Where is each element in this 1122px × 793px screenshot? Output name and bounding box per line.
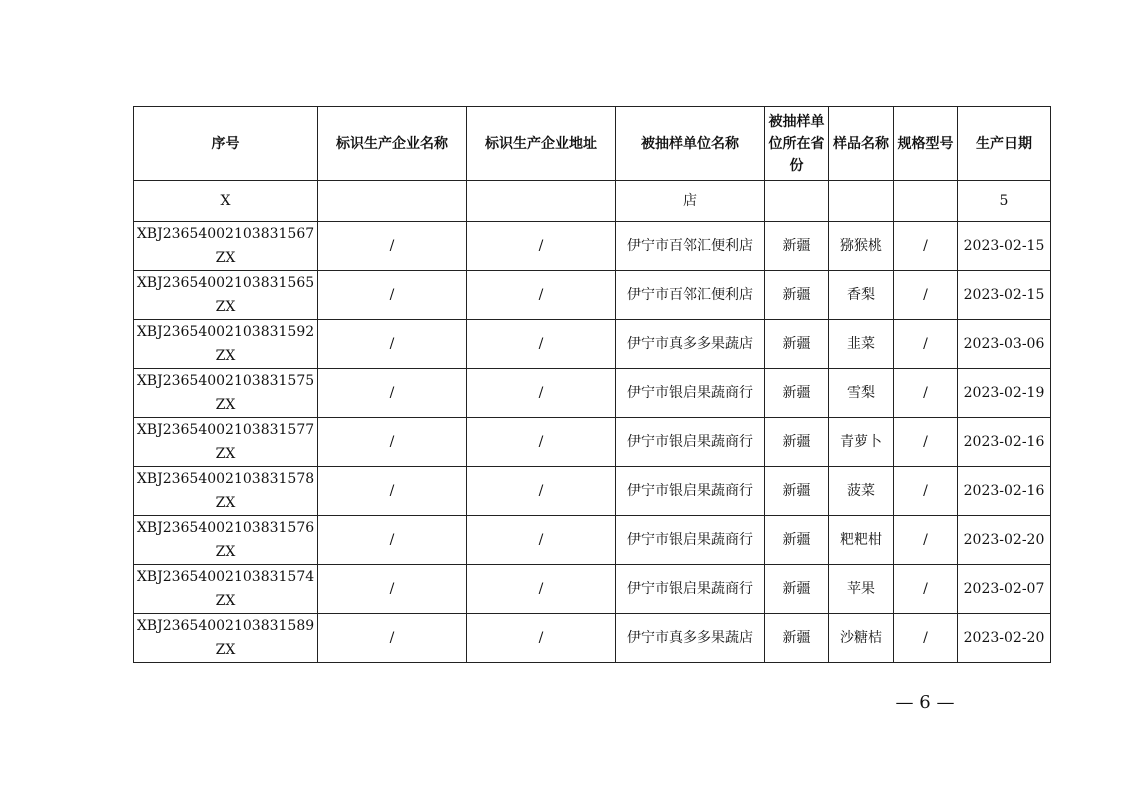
cell-specification: /	[894, 418, 958, 467]
cell-specification	[894, 181, 958, 222]
cell-sampled-unit-name: 伊宁市银启果蔬商行	[616, 418, 765, 467]
cell-specification: /	[894, 516, 958, 565]
table-row	[134, 271, 1051, 320]
cell-sampled-unit-name: 伊宁市银启果蔬商行	[616, 467, 765, 516]
cell-manufacturer-address: /	[467, 271, 616, 320]
cell-serial-number: X	[134, 181, 318, 222]
cell-manufacturer-name: /	[318, 369, 467, 418]
cell-manufacturer-name: /	[318, 565, 467, 614]
table-row	[134, 516, 1051, 565]
cell-specification: /	[894, 320, 958, 369]
cell-serial-number: XBJ23654002103831574ZX	[134, 565, 318, 614]
header-serial-number: 序号	[134, 107, 318, 181]
cell-manufacturer-name: /	[318, 614, 467, 663]
cell-manufacturer-name: /	[318, 320, 467, 369]
cell-serial-number: XBJ23654002103831589ZX	[134, 614, 318, 663]
cell-sampled-unit-name: 伊宁市百邻汇便利店	[616, 222, 765, 271]
header-manufacturer-name: 标识生产企业名称	[318, 107, 467, 181]
cell-production-date: 2023-03-06	[958, 320, 1051, 369]
cell-manufacturer-name: /	[318, 418, 467, 467]
cell-sample-name: 韭菜	[829, 320, 894, 369]
cell-province: 新疆	[765, 467, 829, 516]
cell-sample-name: 粑粑柑	[829, 516, 894, 565]
cell-specification: /	[894, 369, 958, 418]
cell-province: 新疆	[765, 222, 829, 271]
page-number: — 6 —	[895, 692, 955, 713]
cell-serial-number: XBJ23654002103831567ZX	[134, 222, 318, 271]
header-sample-name: 样品名称	[829, 107, 894, 181]
cell-specification: /	[894, 271, 958, 320]
header-production-date: 生产日期	[958, 107, 1051, 181]
table-row-continuation	[134, 181, 1051, 222]
cell-manufacturer-name: /	[318, 222, 467, 271]
cell-sampled-unit-name: 伊宁市银启果蔬商行	[616, 565, 765, 614]
cell-production-date: 2023-02-19	[958, 369, 1051, 418]
cell-production-date: 5	[958, 181, 1051, 222]
cell-production-date: 2023-02-16	[958, 467, 1051, 516]
table-row	[134, 565, 1051, 614]
cell-province: 新疆	[765, 369, 829, 418]
cell-production-date: 2023-02-20	[958, 614, 1051, 663]
cell-serial-number: XBJ23654002103831565ZX	[134, 271, 318, 320]
cell-sample-name: 猕猴桃	[829, 222, 894, 271]
cell-sample-name: 苹果	[829, 565, 894, 614]
header-sampled-unit-province: 被抽样单位所在省份	[765, 107, 829, 181]
cell-serial-number: XBJ23654002103831578ZX	[134, 467, 318, 516]
cell-province: 新疆	[765, 418, 829, 467]
cell-sampled-unit-name: 伊宁市真多多果蔬店	[616, 320, 765, 369]
cell-manufacturer-address: /	[467, 418, 616, 467]
cell-manufacturer-name	[318, 181, 467, 222]
cell-sampled-unit-name: 伊宁市银启果蔬商行	[616, 369, 765, 418]
cell-sample-name: 香梨	[829, 271, 894, 320]
cell-production-date: 2023-02-16	[958, 418, 1051, 467]
cell-manufacturer-address: /	[467, 222, 616, 271]
table-row	[134, 614, 1051, 663]
sampling-results-table	[133, 106, 1051, 663]
cell-manufacturer-name: /	[318, 516, 467, 565]
cell-manufacturer-address: /	[467, 565, 616, 614]
cell-specification: /	[894, 222, 958, 271]
cell-specification: /	[894, 467, 958, 516]
cell-province: 新疆	[765, 516, 829, 565]
cell-sample-name: 雪梨	[829, 369, 894, 418]
cell-sample-name: 青萝卜	[829, 418, 894, 467]
cell-manufacturer-name: /	[318, 271, 467, 320]
cell-manufacturer-address: /	[467, 467, 616, 516]
table-row	[134, 320, 1051, 369]
cell-province: 新疆	[765, 614, 829, 663]
cell-sample-name	[829, 181, 894, 222]
header-row	[134, 107, 1051, 181]
cell-sampled-unit-name: 店	[616, 181, 765, 222]
cell-province: 新疆	[765, 320, 829, 369]
cell-manufacturer-address: /	[467, 516, 616, 565]
cell-manufacturer-address	[467, 181, 616, 222]
cell-province	[765, 181, 829, 222]
header-specification: 规格型号	[894, 107, 958, 181]
header-manufacturer-address: 标识生产企业地址	[467, 107, 616, 181]
cell-province: 新疆	[765, 271, 829, 320]
table-row	[134, 222, 1051, 271]
cell-sample-name: 菠菜	[829, 467, 894, 516]
cell-sampled-unit-name: 伊宁市银启果蔬商行	[616, 516, 765, 565]
cell-specification: /	[894, 565, 958, 614]
cell-production-date: 2023-02-15	[958, 222, 1051, 271]
cell-sampled-unit-name: 伊宁市真多多果蔬店	[616, 614, 765, 663]
cell-production-date: 2023-02-15	[958, 271, 1051, 320]
cell-production-date: 2023-02-07	[958, 565, 1051, 614]
cell-sampled-unit-name: 伊宁市百邻汇便利店	[616, 271, 765, 320]
header-sampled-unit-name: 被抽样单位名称	[616, 107, 765, 181]
cell-specification: /	[894, 614, 958, 663]
table-row	[134, 467, 1051, 516]
table-row	[134, 369, 1051, 418]
cell-manufacturer-address: /	[467, 320, 616, 369]
cell-province: 新疆	[765, 565, 829, 614]
cell-serial-number: XBJ23654002103831576ZX	[134, 516, 318, 565]
cell-sample-name: 沙糖桔	[829, 614, 894, 663]
cell-production-date: 2023-02-20	[958, 516, 1051, 565]
table-row	[134, 418, 1051, 467]
cell-serial-number: XBJ23654002103831575ZX	[134, 369, 318, 418]
cell-serial-number: XBJ23654002103831592ZX	[134, 320, 318, 369]
cell-manufacturer-address: /	[467, 614, 616, 663]
cell-manufacturer-name: /	[318, 467, 467, 516]
cell-manufacturer-address: /	[467, 369, 616, 418]
cell-serial-number: XBJ23654002103831577ZX	[134, 418, 318, 467]
